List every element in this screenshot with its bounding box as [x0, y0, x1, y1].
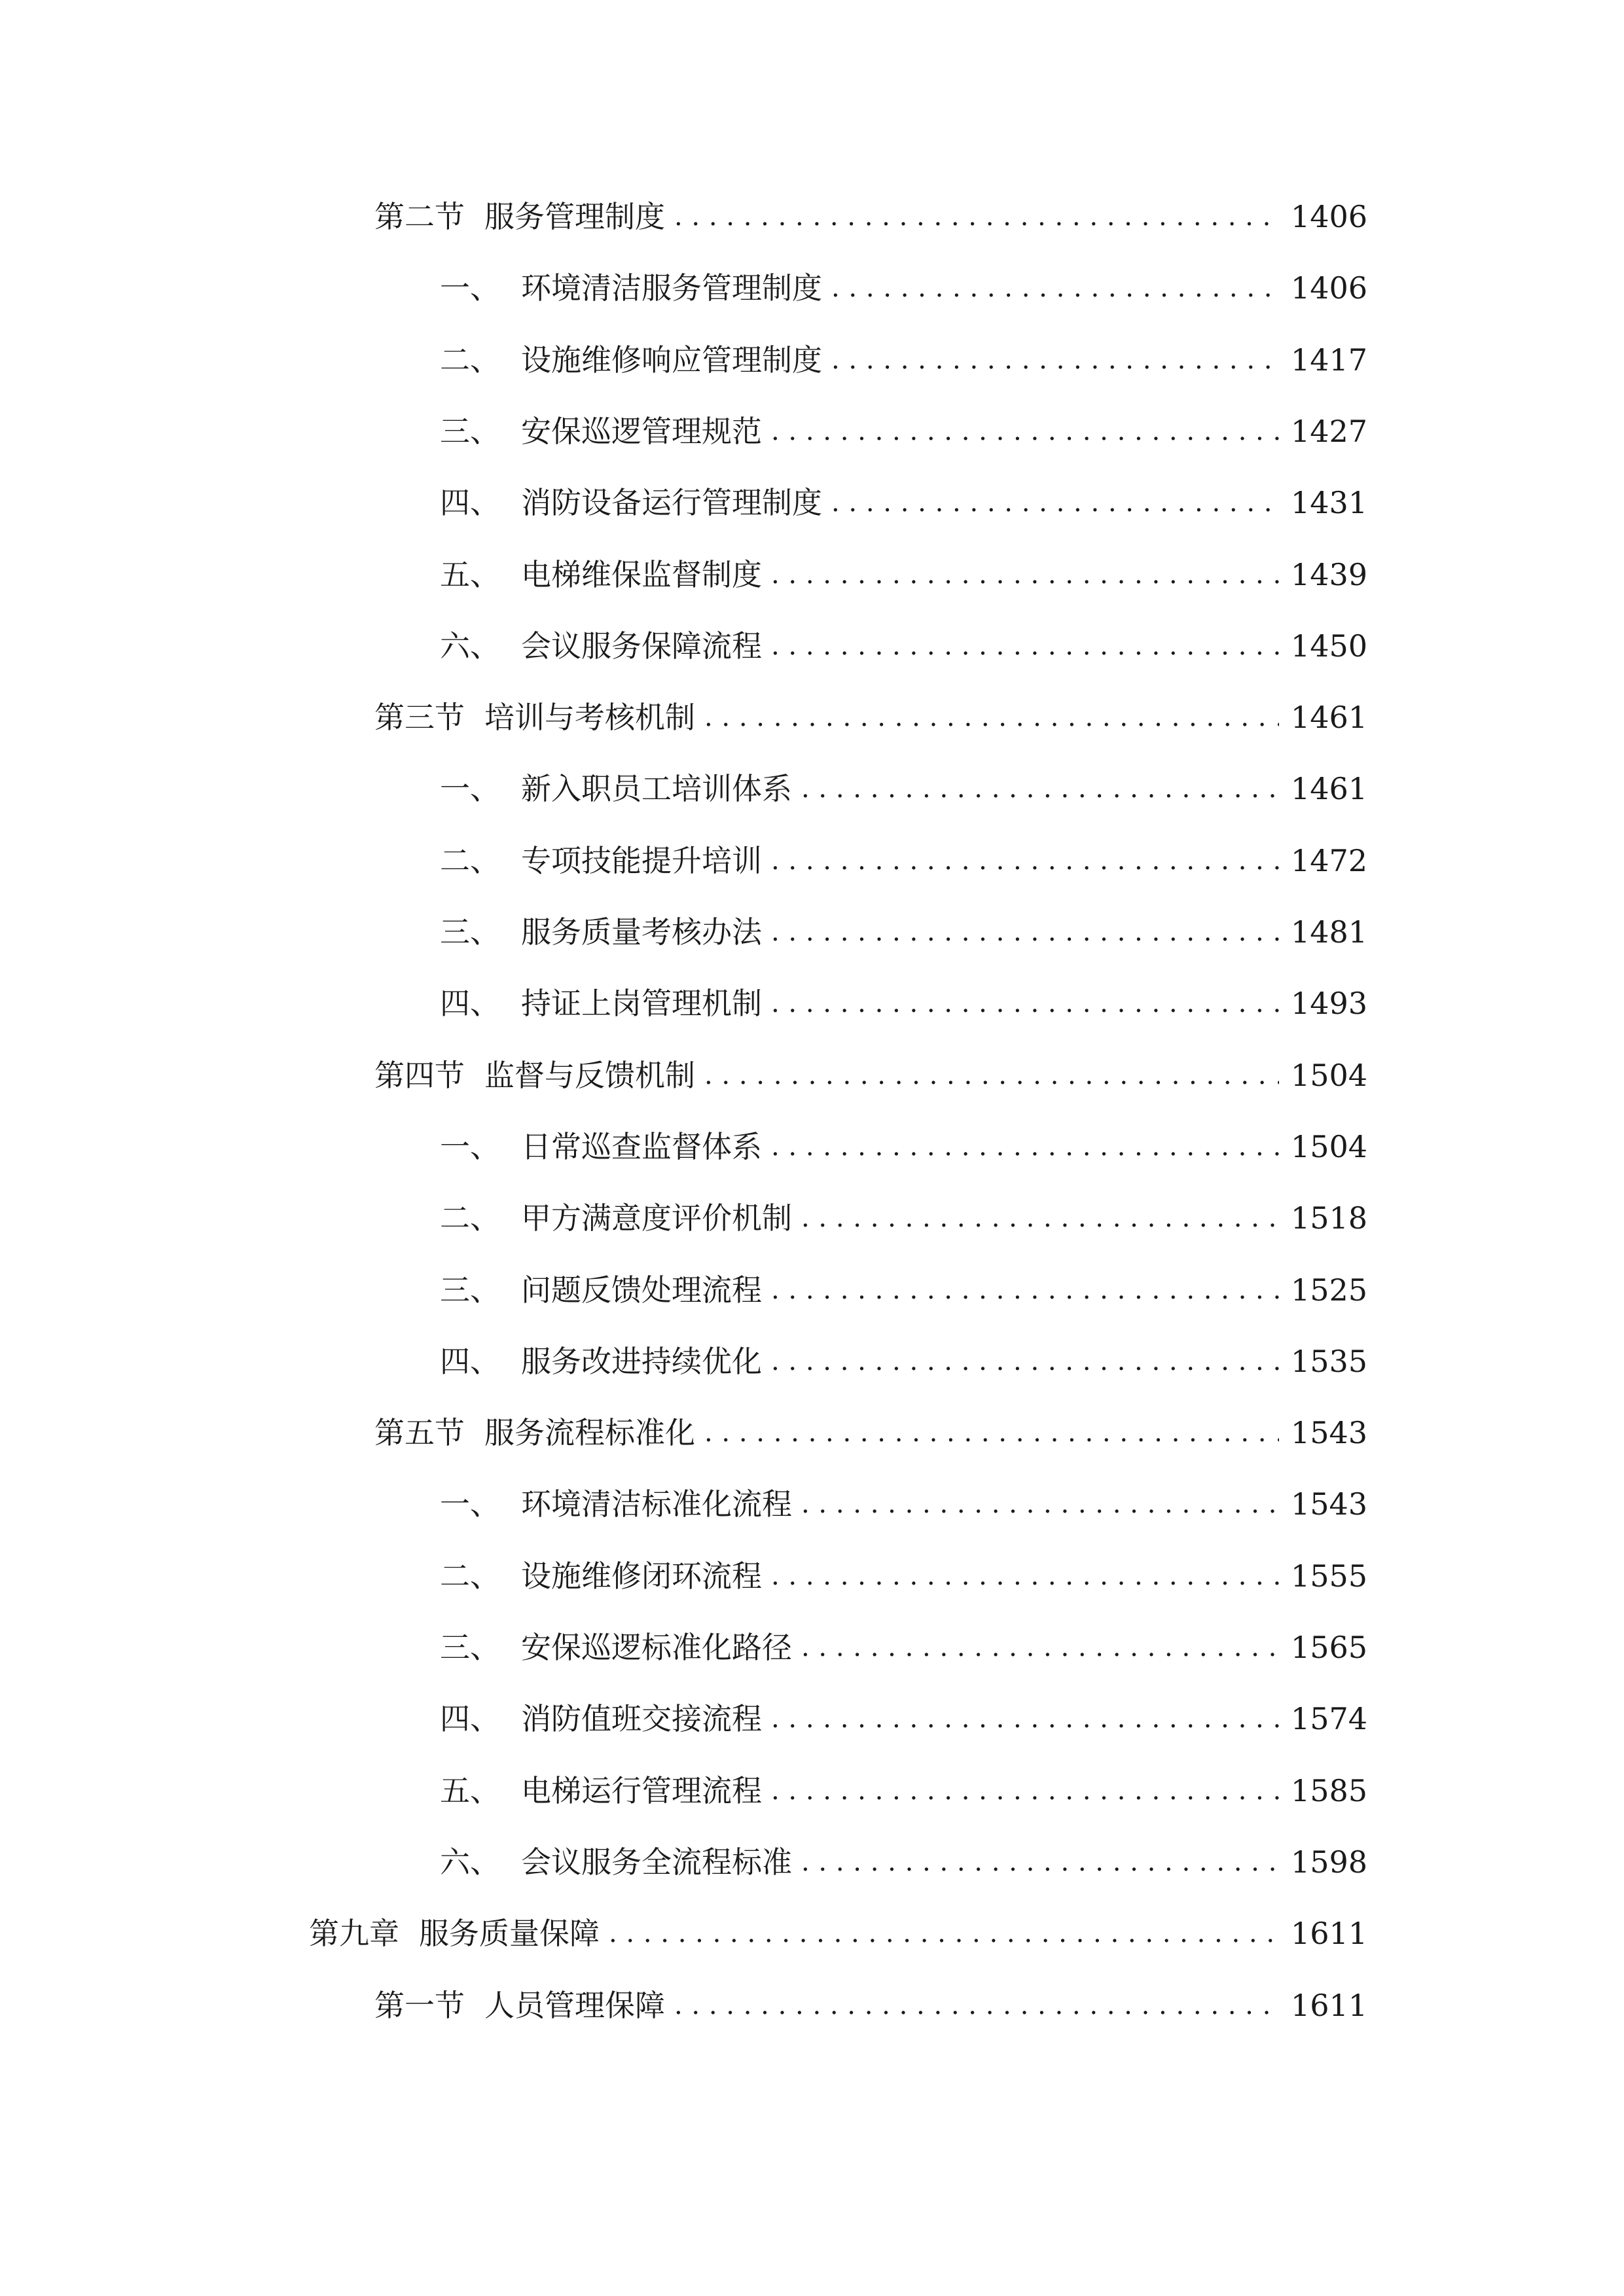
toc-entry[interactable]	[440, 980, 1367, 1026]
toc-entry[interactable]	[440, 1481, 1367, 1527]
toc-entry-title: 电梯维保监督制度	[521, 557, 762, 592]
toc-entry-number: 第五节	[374, 1415, 465, 1450]
toc-entry-number: 六、	[440, 1844, 500, 1880]
toc-dot-leader	[771, 1124, 1279, 1170]
toc-entry[interactable]	[440, 337, 1367, 383]
toc-entry-title: 专项技能提升培训	[521, 843, 762, 878]
toc-entry-title: 服务管理制度	[484, 199, 665, 234]
toc-entry-page-number: 1525	[1290, 1272, 1367, 1308]
toc-dot-leader	[831, 265, 1279, 311]
toc-dot-leader	[704, 1410, 1279, 1456]
toc-entry-title: 电梯运行管理流程	[521, 1773, 762, 1808]
toc-entry-page-number: 1472	[1290, 843, 1367, 878]
toc-entry-number: 四、	[440, 986, 500, 1021]
toc-dot-leader	[704, 694, 1279, 740]
toc-dot-leader	[674, 1982, 1279, 2028]
toc-entry-number: 一、	[440, 270, 500, 306]
toc-dot-leader	[771, 909, 1279, 955]
toc-entry-number: 五、	[440, 557, 500, 592]
toc-entry-page-number: 1461	[1290, 700, 1367, 735]
toc-entry-page-number: 1431	[1290, 485, 1367, 520]
toc-entry-number: 二、	[440, 342, 500, 378]
toc-entry-page-number: 1504	[1290, 1058, 1367, 1093]
toc-entry-title: 监督与反馈机制	[484, 1058, 695, 1093]
toc-entry[interactable]	[440, 1839, 1367, 1885]
toc-entry[interactable]	[440, 1267, 1367, 1313]
toc-entry-number: 二、	[440, 1558, 500, 1594]
toc-dot-leader	[771, 1768, 1279, 1814]
toc-entry-page-number: 1543	[1290, 1486, 1367, 1522]
toc-entry[interactable]	[374, 694, 1367, 740]
toc-entry[interactable]	[440, 408, 1367, 454]
toc-entry[interactable]	[440, 766, 1367, 812]
toc-entry-title: 消防值班交接流程	[521, 1701, 762, 1736]
toc-entry-title: 服务流程标准化	[484, 1415, 695, 1450]
toc-dot-leader	[831, 337, 1279, 383]
toc-entry-title: 持证上岗管理机制	[521, 986, 762, 1021]
toc-entry[interactable]	[440, 838, 1367, 884]
toc-entry[interactable]	[440, 1624, 1367, 1670]
toc-dot-leader	[771, 623, 1279, 669]
toc-entry[interactable]	[440, 623, 1367, 669]
toc-entry-page-number: 1406	[1290, 199, 1367, 234]
toc-entry-title: 环境清洁服务管理制度	[521, 270, 822, 306]
toc-entry[interactable]	[440, 1338, 1367, 1384]
toc-entry-title: 消防设备运行管理制度	[521, 485, 822, 520]
toc-entry-page-number: 1574	[1290, 1701, 1367, 1736]
toc-entry-title: 会议服务全流程标准	[521, 1844, 792, 1880]
toc-entry-title: 会议服务保障流程	[521, 628, 762, 664]
toc-dot-leader	[771, 980, 1279, 1026]
toc-entry[interactable]	[374, 1052, 1367, 1098]
toc-dot-leader	[831, 480, 1279, 526]
toc-entry-number: 五、	[440, 1773, 500, 1808]
toc-entry-number: 四、	[440, 1344, 500, 1379]
toc-entry-number: 三、	[440, 1630, 500, 1665]
toc-entry-page-number: 1543	[1290, 1415, 1367, 1450]
toc-entry-page-number: 1555	[1290, 1558, 1367, 1594]
toc-entry-title: 新入职员工培训体系	[521, 771, 792, 806]
toc-entry-page-number: 1611	[1290, 1916, 1367, 1951]
toc-entry-title: 日常巡查监督体系	[521, 1129, 762, 1164]
toc-entry-number: 三、	[440, 914, 500, 950]
toc-entry-page-number: 1565	[1290, 1630, 1367, 1665]
toc-entry[interactable]	[309, 1910, 1367, 1956]
toc-entry[interactable]	[374, 1410, 1367, 1456]
toc-entry[interactable]	[440, 1553, 1367, 1599]
toc-dot-leader	[801, 766, 1279, 812]
toc-entry-page-number: 1461	[1290, 771, 1367, 806]
toc-entry-page-number: 1481	[1290, 914, 1367, 950]
toc-entry-page-number: 1585	[1290, 1773, 1367, 1808]
toc-entry[interactable]	[440, 480, 1367, 526]
toc-dot-leader	[801, 1195, 1279, 1241]
toc-entry-title: 安保巡逻管理规范	[521, 414, 762, 449]
toc-dot-leader	[771, 838, 1279, 884]
toc-entry-number: 三、	[440, 414, 500, 449]
toc-entry-title: 甲方满意度评价机制	[521, 1200, 792, 1236]
toc-entry[interactable]	[374, 1982, 1367, 2028]
toc-entry[interactable]	[440, 1696, 1367, 1742]
toc-entry-title: 服务改进持续优化	[521, 1344, 762, 1379]
toc-entry-page-number: 1535	[1290, 1344, 1367, 1379]
toc-entry[interactable]	[440, 265, 1367, 311]
toc-entry-title: 人员管理保障	[484, 1988, 665, 2023]
toc-entry-number: 一、	[440, 771, 500, 806]
toc-entry[interactable]	[440, 1124, 1367, 1170]
toc-entry-number: 四、	[440, 1701, 500, 1736]
toc-dot-leader	[771, 1553, 1279, 1599]
toc-dot-leader	[771, 552, 1279, 598]
toc-entry-page-number: 1417	[1290, 342, 1367, 378]
toc-entry[interactable]	[440, 909, 1367, 955]
toc-entry-page-number: 1518	[1290, 1200, 1367, 1236]
toc-entry-title: 设施维修闭环流程	[521, 1558, 762, 1594]
toc-entry-number: 一、	[440, 1129, 500, 1164]
toc-entry-title: 服务质量保障	[419, 1916, 600, 1951]
toc-entry-page-number: 1611	[1290, 1988, 1367, 2023]
toc-entry-title: 设施维修响应管理制度	[521, 342, 822, 378]
toc-entry-page-number: 1598	[1290, 1844, 1367, 1880]
toc-entry-number: 第四节	[374, 1058, 465, 1093]
toc-entry-title: 安保巡逻标准化路径	[521, 1630, 792, 1665]
toc-entry-number: 二、	[440, 843, 500, 878]
toc-dot-leader	[801, 1839, 1279, 1885]
toc-entry[interactable]	[440, 1195, 1367, 1241]
toc-entry-number: 第三节	[374, 700, 465, 735]
toc-entry-number: 四、	[440, 485, 500, 520]
toc-entry[interactable]	[374, 194, 1367, 240]
toc-entry-title: 环境清洁标准化流程	[521, 1486, 792, 1522]
toc-entry-page-number: 1439	[1290, 557, 1367, 592]
toc-entry-number: 第一节	[374, 1988, 465, 2023]
toc-dot-leader	[771, 408, 1279, 454]
toc-entry-number: 六、	[440, 628, 500, 664]
toc-entry-number: 一、	[440, 1486, 500, 1522]
toc-dot-leader	[771, 1696, 1279, 1742]
toc-entry-title: 问题反馈处理流程	[521, 1272, 762, 1308]
toc-entry-number: 二、	[440, 1200, 500, 1236]
toc-dot-leader	[674, 194, 1279, 240]
toc-entry-page-number: 1450	[1290, 628, 1367, 664]
toc-entry-page-number: 1504	[1290, 1129, 1367, 1164]
toc-entry-title: 服务质量考核办法	[521, 914, 762, 950]
toc-entry-number: 三、	[440, 1272, 500, 1308]
toc-dot-leader	[801, 1624, 1279, 1670]
toc-entry-number: 第二节	[374, 199, 465, 234]
toc-entry-page-number: 1427	[1290, 414, 1367, 449]
toc-entry-page-number: 1493	[1290, 986, 1367, 1021]
toc-entry[interactable]	[440, 1768, 1367, 1814]
toc-dot-leader	[771, 1267, 1279, 1313]
toc-entry-title: 培训与考核机制	[484, 700, 695, 735]
toc-entry[interactable]	[440, 552, 1367, 598]
toc-dot-leader	[801, 1481, 1279, 1527]
toc-dot-leader	[704, 1052, 1279, 1098]
toc-entry-page-number: 1406	[1290, 270, 1367, 306]
toc-entry-number: 第九章	[309, 1916, 399, 1951]
toc-dot-leader	[609, 1910, 1279, 1956]
toc-dot-leader	[771, 1338, 1279, 1384]
